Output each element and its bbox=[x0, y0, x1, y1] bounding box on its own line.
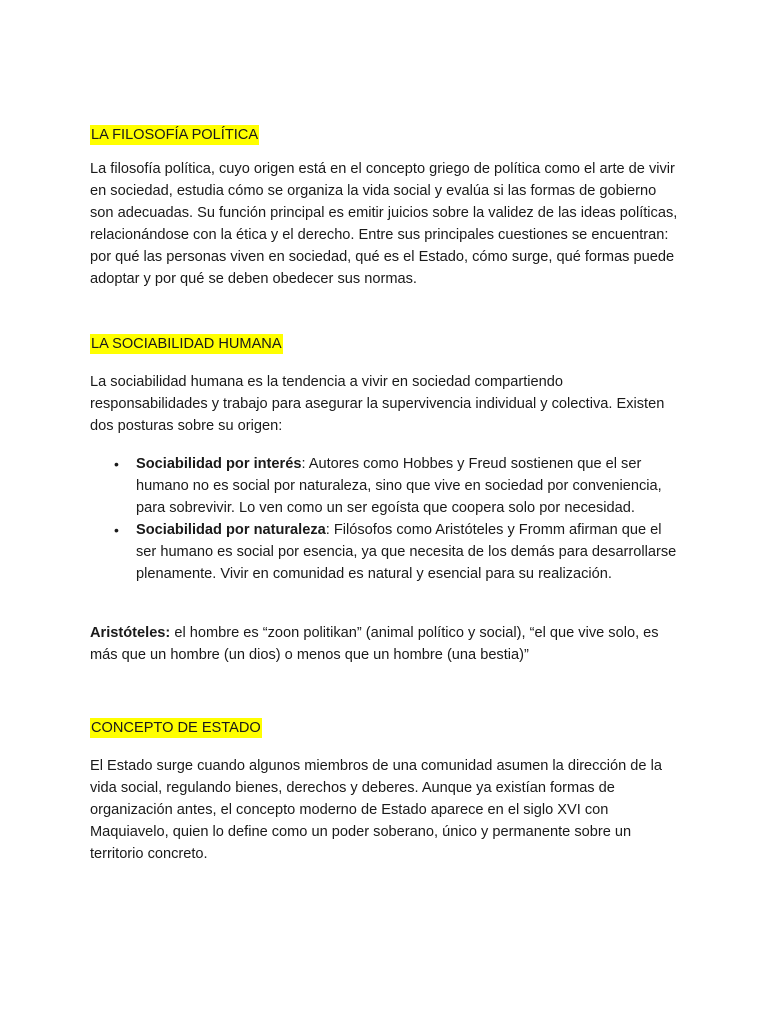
aristoteles-quote bbox=[90, 622, 680, 666]
term-sociabilidad-interes: Sociabilidad por interés bbox=[136, 456, 302, 472]
paragraph-filosofia-politica: La filosofía política, cuyo origen está en el concepto griego de política como el arte de vivir en sociedad, estudia cómo se organiza la vida social y evalúa si las formas de gobierno son adecuadas. Su función principal es emitir juicios sobre la validez de las ideas políticas, relacionándose con la ética y el derecho. Entre sus principales cuestiones se encuentran: por qué las personas viven en sociedad, qué es el Estado, cómo surge, qué formas puede adoptar y por qué se deben obedecer sus normas. bbox=[90, 161, 678, 287]
section-filosofia bbox=[90, 124, 680, 146]
posturas-list bbox=[90, 453, 680, 585]
list-item-sociabilidad-interes bbox=[114, 453, 680, 519]
bullet-icon: • bbox=[114, 456, 119, 472]
heading-concepto-estado: CONCEPTO DE ESTADO bbox=[91, 720, 261, 736]
paragraph-concepto-estado: El Estado surge cuando algunos miembros de una comunidad asumen la dirección de la vida social, regulando bienes, derechos y deberes. Aunque ya existían formas de organización antes, el concepto moderno de Estado aparece en el siglo XVI con Maquiavelo, quien lo define como un poder soberano, único y permanente sobre un territorio concreto. bbox=[90, 758, 662, 862]
paragraph-sociabilidad-humana: La sociabilidad humana es la tendencia a vivir en sociedad compartiendo responsabilidades y trabajo para asegurar la supervivencia individual y colectiva. Existen dos posturas sobre su origen: bbox=[90, 374, 665, 434]
bullet-icon: • bbox=[114, 522, 119, 538]
heading-filosofia-politica: LA FILOSOFÍA POLÍTICA bbox=[91, 127, 259, 143]
heading-sociabilidad-humana: LA SOCIABILIDAD HUMANA bbox=[91, 336, 282, 352]
section-sociabilidad bbox=[90, 333, 680, 355]
quote-text: el hombre es “zoon politikan” (animal político y social), “el que vive solo, es más que un hombre (un dios) o menos que un hombre (una bestia)” bbox=[90, 625, 659, 663]
text-sociabilidad-interes: : Autores como Hobbes y Freud sostienen que el ser humano no es social por naturaleza, sino que vive en sociedad por conveniencia, para sobrevivir. Lo ven como un ser egoísta que coopera solo por necesidad. bbox=[136, 456, 662, 516]
text-sociabilidad-naturaleza: : Filósofos como Aristóteles y Fromm afirman que el ser humano es social por esencia, ya que necesita de los demás para desarrollarse plenamente. Vivir en comunidad es natural y esencial para su realización. bbox=[136, 522, 677, 582]
list-item-sociabilidad-naturaleza bbox=[114, 519, 680, 585]
document-body bbox=[90, 124, 680, 865]
section-estado bbox=[90, 717, 680, 739]
quote-author: Aristóteles: bbox=[90, 625, 171, 641]
term-sociabilidad-naturaleza: Sociabilidad por naturaleza bbox=[136, 522, 326, 538]
